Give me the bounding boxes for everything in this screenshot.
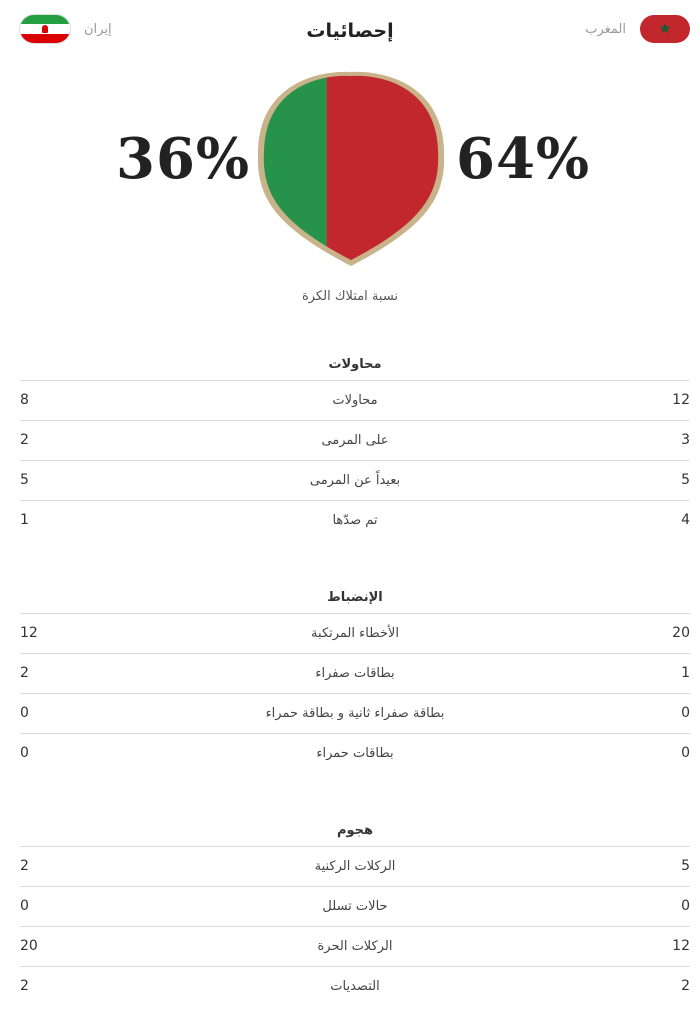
attempts-section (20, 350, 690, 540)
stat-row (20, 694, 690, 734)
home-value: 4 (681, 512, 690, 528)
home-value: 12 (672, 938, 690, 954)
stat-label: على المرمى (321, 433, 389, 448)
home-team (585, 14, 690, 44)
home-value: 3 (681, 432, 690, 448)
stat-label: الركلات الحرة (317, 939, 393, 954)
discipline-section (20, 583, 690, 773)
home-value: 2 (681, 978, 690, 994)
possession-label: نسبة امتلاك الكرة (301, 289, 399, 304)
away-possession-value: 36% (116, 126, 251, 192)
away-value: 20 (20, 938, 38, 954)
home-value: 20 (672, 625, 690, 641)
home-possession-fill (327, 70, 444, 266)
home-value: 0 (681, 745, 690, 761)
stat-label: الركلات الركنية (314, 859, 396, 874)
stat-label: بطاقات حمراء (316, 746, 394, 761)
stats-header (0, 0, 700, 60)
stat-row (20, 967, 690, 1006)
stat-label: الأخطاء المرتكبة (311, 626, 399, 641)
stat-label: التصديات (330, 979, 380, 994)
away-value: 2 (20, 432, 29, 448)
stat-row (20, 927, 690, 967)
stat-label: بطاقات صفراء (315, 666, 395, 681)
away-value: 8 (20, 392, 29, 408)
away-value: 2 (20, 978, 29, 994)
away-possession-fill (258, 70, 327, 266)
stat-row (20, 734, 690, 773)
stat-row (20, 381, 690, 421)
possession-shield-icon (258, 70, 444, 266)
away-value: 2 (20, 858, 29, 874)
away-value: 1 (20, 512, 29, 528)
stat-row (20, 421, 690, 461)
away-value: 0 (20, 745, 29, 761)
home-value: 12 (672, 392, 690, 408)
away-value: 0 (20, 898, 29, 914)
stat-row (20, 501, 690, 540)
home-team-name: المغرب (585, 21, 626, 37)
stat-row (20, 887, 690, 927)
home-value: 1 (681, 665, 690, 681)
section-title: هجوم (20, 816, 690, 847)
attack-section (20, 816, 690, 1006)
home-value: 5 (681, 858, 690, 874)
stat-row (20, 654, 690, 694)
stat-label: بعيداً عن المرمى (309, 473, 401, 488)
morocco-flag-icon: ★ (640, 15, 690, 43)
possession-panel (0, 60, 700, 320)
stat-label: محاولات (332, 393, 378, 408)
away-value: 2 (20, 665, 29, 681)
home-value: 0 (681, 705, 690, 721)
stat-label: حالات تسلل (322, 899, 388, 914)
away-team-name: إيران (84, 21, 112, 37)
section-title: محاولات (20, 350, 690, 381)
page-title: إحصائيات (306, 20, 394, 42)
away-value: 5 (20, 472, 29, 488)
section-title: الإنضباط (20, 583, 690, 614)
stat-label: بطاقة صفراء ثانية و بطاقة حمراء (265, 706, 445, 721)
away-value: 12 (20, 625, 38, 641)
home-value: 0 (681, 898, 690, 914)
home-possession-value: 64% (456, 126, 591, 192)
stat-row (20, 614, 690, 654)
away-value: 0 (20, 705, 29, 721)
stat-label: تم صدّها (332, 513, 378, 528)
stat-row (20, 461, 690, 501)
stat-row (20, 847, 690, 887)
home-value: 5 (681, 472, 690, 488)
